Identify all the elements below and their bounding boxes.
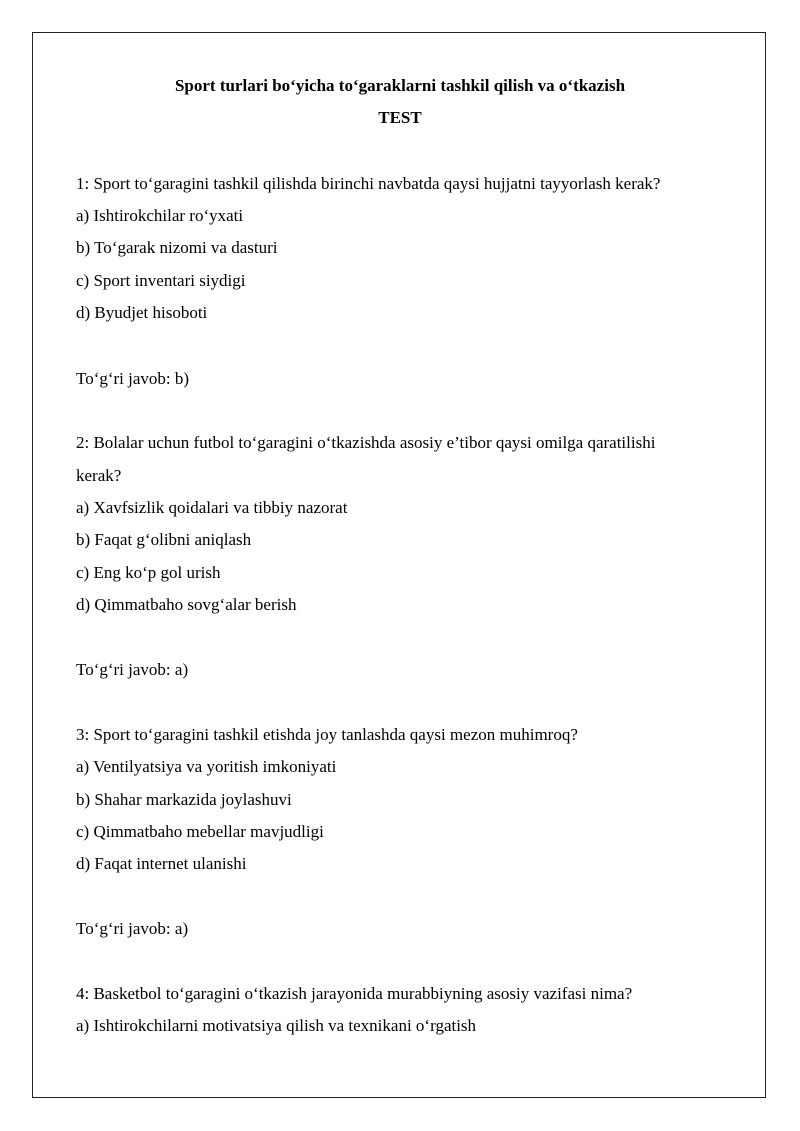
question-2-option-a: a) Xavfsizlik qoidalari va tibbiy nazorat xyxy=(76,498,348,517)
question-3-option-c: c) Qimmatbaho mebellar mavjudligi xyxy=(76,822,324,841)
question-1-answer: To‘g‘ri javob: b) xyxy=(76,369,190,388)
question-3-option-a: a) Ventilyatsiya va yoritish imkoniyati xyxy=(76,757,337,776)
question-2-text: 2: Bolalar uchun futbol to‘garagini o‘tkazishda asosiy e’tibor qaysi omilga qaratilishi xyxy=(76,433,656,452)
document-title: Sport turlari bo‘yicha to‘garaklarni tashkil qilish va o‘tkazish xyxy=(174,76,626,95)
document-subtitle: TEST xyxy=(378,108,422,127)
question-1-option-c: c) Sport inventari siydigi xyxy=(76,271,246,290)
question-1-option-d: d) Byudjet hisoboti xyxy=(76,303,208,322)
question-3-option-b: b) Shahar markazida joylashuvi xyxy=(76,790,292,809)
question-2-text-continued: kerak? xyxy=(76,466,122,485)
question-2-option-b: b) Faqat g‘olibni aniqlash xyxy=(76,530,252,549)
question-4-text: 4: Basketbol to‘garagini o‘tkazish jarayonida murabbiyning asosiy vazifasi nima? xyxy=(76,984,633,1003)
question-3-option-d: d) Faqat internet ulanishi xyxy=(76,854,247,873)
question-1-option-a: a) Ishtirokchilar ro‘yxati xyxy=(76,206,244,225)
question-2-answer: To‘g‘ri javob: a) xyxy=(76,660,189,679)
question-1-text: 1: Sport to‘garagini tashkil qilishda birinchi navbatda qaysi hujjatni tayyorlash kerak? xyxy=(76,174,661,193)
question-2-option-d: d) Qimmatbaho sovg‘alar berish xyxy=(76,595,297,614)
question-4-option-a: a) Ishtirokchilarni motivatsiya qilish va texnikani o‘rgatish xyxy=(76,1016,477,1035)
question-3-text: 3: Sport to‘garagini tashkil etishda joy tanlashda qaysi mezon muhimroq? xyxy=(76,725,578,744)
question-1-option-b: b) To‘garak nizomi va dasturi xyxy=(76,238,278,257)
question-2-option-c: c) Eng ko‘p gol urish xyxy=(76,563,221,582)
question-3-answer: To‘g‘ri javob: a) xyxy=(76,919,189,938)
